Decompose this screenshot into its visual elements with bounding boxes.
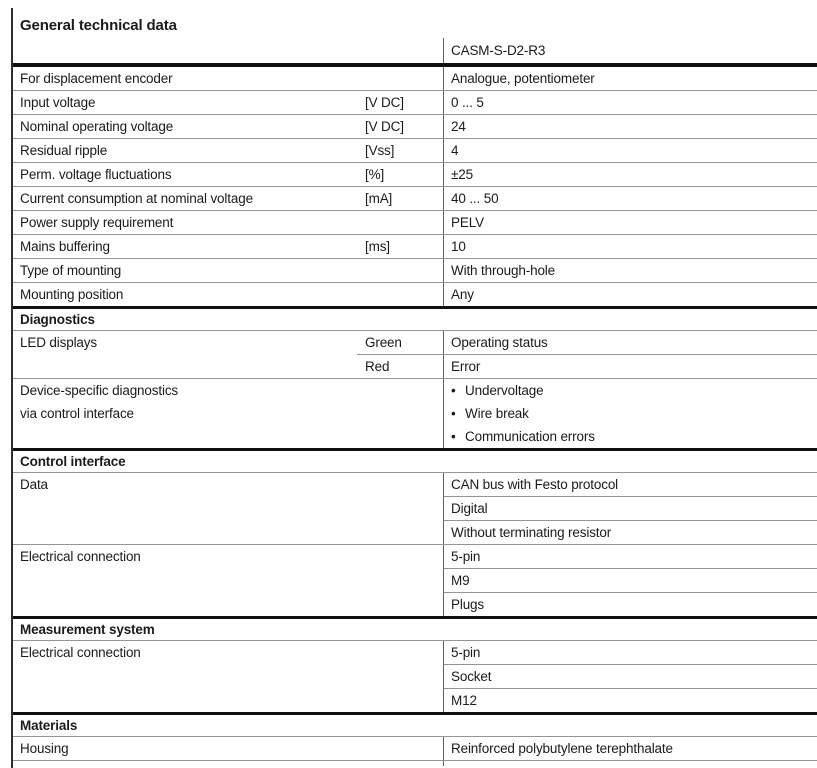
product-code-header: CASM-S-D2-R3: [443, 38, 817, 63]
param-value: M9: [443, 568, 817, 592]
param-value: 5-pin: [443, 641, 817, 664]
param-unit: [357, 737, 443, 760]
param-right-part: [357, 283, 817, 306]
table-row-group: [13, 640, 817, 712]
param-label-line: Data: [20, 477, 48, 492]
table-row: [357, 211, 817, 234]
table-row-group: [13, 114, 817, 138]
param-unit: [357, 520, 443, 544]
param-unit: [V DC]: [365, 95, 404, 110]
table-row: [357, 641, 817, 664]
param-label: [13, 139, 357, 162]
table-row-group: [13, 378, 817, 448]
param-label: [13, 761, 357, 766]
param-label: [13, 283, 357, 306]
param-unit: [357, 641, 443, 664]
param-unit: [357, 283, 443, 306]
table-row: [357, 115, 817, 138]
table-row: [357, 761, 817, 766]
table-row: [357, 187, 817, 210]
param-right-part: [357, 545, 817, 616]
param-unit: [Vss]: [365, 143, 395, 158]
table-row-group: [13, 138, 817, 162]
table-row: [357, 139, 817, 162]
param-value: Error: [443, 355, 817, 378]
section-header-control-interface: Control interface: [13, 448, 817, 472]
param-value: Any: [443, 283, 817, 306]
param-unit: [357, 67, 443, 90]
param-label: [13, 545, 357, 616]
param-value: Reinforced polybutylene terephthalate: [443, 737, 817, 760]
page-title: General technical data: [20, 17, 177, 34]
param-value: PELV: [443, 211, 817, 234]
param-value: 40 ... 50: [443, 187, 817, 210]
column-header-row: [13, 38, 817, 67]
param-label-line: Input voltage: [20, 95, 96, 110]
table-row-group: [13, 472, 817, 544]
param-label-line: Nominal operating voltage: [20, 119, 174, 134]
param-unit: [357, 259, 443, 282]
table-row-group: [13, 736, 817, 760]
table-row-group: [13, 234, 817, 258]
table-row: [357, 379, 817, 448]
param-right-part: [357, 473, 817, 544]
param-value: With through-hole: [443, 259, 817, 282]
bullet-item: • Communication errors: [451, 425, 817, 448]
param-value: M12: [443, 688, 817, 712]
table-row: [357, 545, 817, 568]
param-label-line: For displacement encoder: [20, 71, 173, 86]
param-label-line: Type of mounting: [20, 263, 122, 278]
param-unit: [357, 496, 443, 520]
bullet-icon: •: [451, 429, 456, 444]
param-label: [13, 641, 357, 712]
table-row: [357, 163, 817, 186]
table-row: [357, 235, 817, 258]
table-row: [357, 331, 817, 354]
param-right-part: [357, 641, 817, 712]
param-value: 0 ... 5: [443, 91, 817, 114]
param-label: [13, 259, 357, 282]
table-row: [357, 91, 817, 114]
table-row-group: [13, 67, 817, 90]
param-label: [13, 187, 357, 210]
param-value: Without terminating resistor: [443, 520, 817, 544]
param-unit: Green: [365, 335, 402, 350]
param-right-part: [357, 163, 817, 186]
section-header-measurement-system: Measurement system: [13, 616, 817, 640]
param-label: [13, 67, 357, 90]
param-value: 24: [443, 115, 817, 138]
table-row: [357, 473, 817, 496]
table-row: [357, 520, 817, 544]
param-unit: [mA]: [365, 191, 393, 206]
bullet-icon: •: [451, 383, 456, 398]
param-unit: [ms]: [365, 239, 390, 254]
param-value: CAN bus with Festo protocol: [443, 473, 817, 496]
param-right-part: [357, 115, 817, 138]
table-row: [357, 688, 817, 712]
table-row: [357, 592, 817, 616]
param-right-part: [357, 139, 817, 162]
table-row: [357, 568, 817, 592]
param-value: ±25: [443, 163, 817, 186]
param-right-part: [357, 259, 817, 282]
table-row: [357, 496, 817, 520]
param-label: [13, 115, 357, 138]
param-label-line: Electrical connection: [20, 549, 141, 564]
param-right-part: [357, 187, 817, 210]
param-label: [13, 473, 357, 544]
param-label-line: Mounting position: [20, 287, 124, 302]
param-label: [13, 235, 357, 258]
param-right-part: [357, 379, 817, 448]
table-row-group: [13, 162, 817, 186]
param-unit: [V DC]: [365, 119, 404, 134]
param-label-line: Residual ripple: [20, 143, 108, 158]
section-header-materials: Materials: [13, 712, 817, 736]
param-label: [13, 331, 357, 378]
bullet-item: • Wire break: [451, 402, 817, 425]
param-unit: [%]: [365, 167, 385, 182]
table-row: [357, 283, 817, 306]
table-row-group: [13, 186, 817, 210]
table-row-group: [13, 544, 817, 616]
param-value: Socket: [443, 664, 817, 688]
table-row: [357, 67, 817, 90]
param-right-part: [357, 331, 817, 378]
param-label-line: Mains buffering: [20, 239, 110, 254]
param-label: [13, 91, 357, 114]
param-value: Digital: [443, 496, 817, 520]
param-unit: [357, 473, 443, 496]
table-row: [357, 737, 817, 760]
param-right-part: [357, 737, 817, 760]
param-value: 5-pin: [443, 545, 817, 568]
table-row-group: [13, 282, 817, 306]
param-right-part: [357, 761, 817, 766]
param-label: [13, 211, 357, 234]
table-row: [357, 259, 817, 282]
param-right-part: [357, 211, 817, 234]
param-label-line: Electrical connection: [20, 645, 141, 660]
table-row: [357, 664, 817, 688]
param-label-line: Device-specific diagnostics: [20, 383, 179, 398]
param-unit: [357, 379, 443, 448]
param-label-line: Housing: [20, 741, 69, 756]
param-label: [13, 737, 357, 760]
table-row-group: [13, 90, 817, 114]
param-unit: [357, 211, 443, 234]
param-label-line: Current consumption at nominal voltage: [20, 191, 253, 206]
param-value: 10: [443, 235, 817, 258]
param-value: [443, 761, 817, 766]
column-header-spacer: [13, 38, 443, 63]
param-label: [13, 379, 357, 448]
bullet-icon: •: [451, 406, 456, 421]
param-label: [13, 163, 357, 186]
section-header-diagnostics: Diagnostics: [13, 306, 817, 330]
table-row-group-cutoff: [13, 760, 817, 766]
param-unit: [357, 545, 443, 568]
table-row: [357, 354, 817, 378]
param-label-line: Perm. voltage fluctuations: [20, 167, 172, 182]
spec-table: [13, 8, 817, 766]
param-right-part: [357, 91, 817, 114]
param-label-line: LED displays: [20, 335, 97, 350]
table-row-group: [13, 330, 817, 378]
param-value: Plugs: [443, 592, 817, 616]
param-value: [443, 379, 817, 448]
param-unit: [357, 761, 443, 766]
param-unit: [357, 664, 443, 688]
table-row-group: [13, 258, 817, 282]
param-value: Analogue, potentiometer: [443, 67, 817, 90]
param-label-line: Power supply requirement: [20, 215, 174, 230]
param-unit: Red: [365, 359, 390, 374]
param-unit: [357, 592, 443, 616]
param-unit: [357, 688, 443, 712]
param-right-part: [357, 235, 817, 258]
param-unit: [357, 568, 443, 592]
table-row-group: [13, 210, 817, 234]
param-value: Operating status: [443, 331, 817, 354]
param-label-line: via control interface: [20, 406, 134, 421]
bullet-item: • Undervoltage: [451, 379, 817, 402]
table-body: [13, 67, 817, 766]
param-value: 4: [443, 139, 817, 162]
param-right-part: [357, 67, 817, 90]
